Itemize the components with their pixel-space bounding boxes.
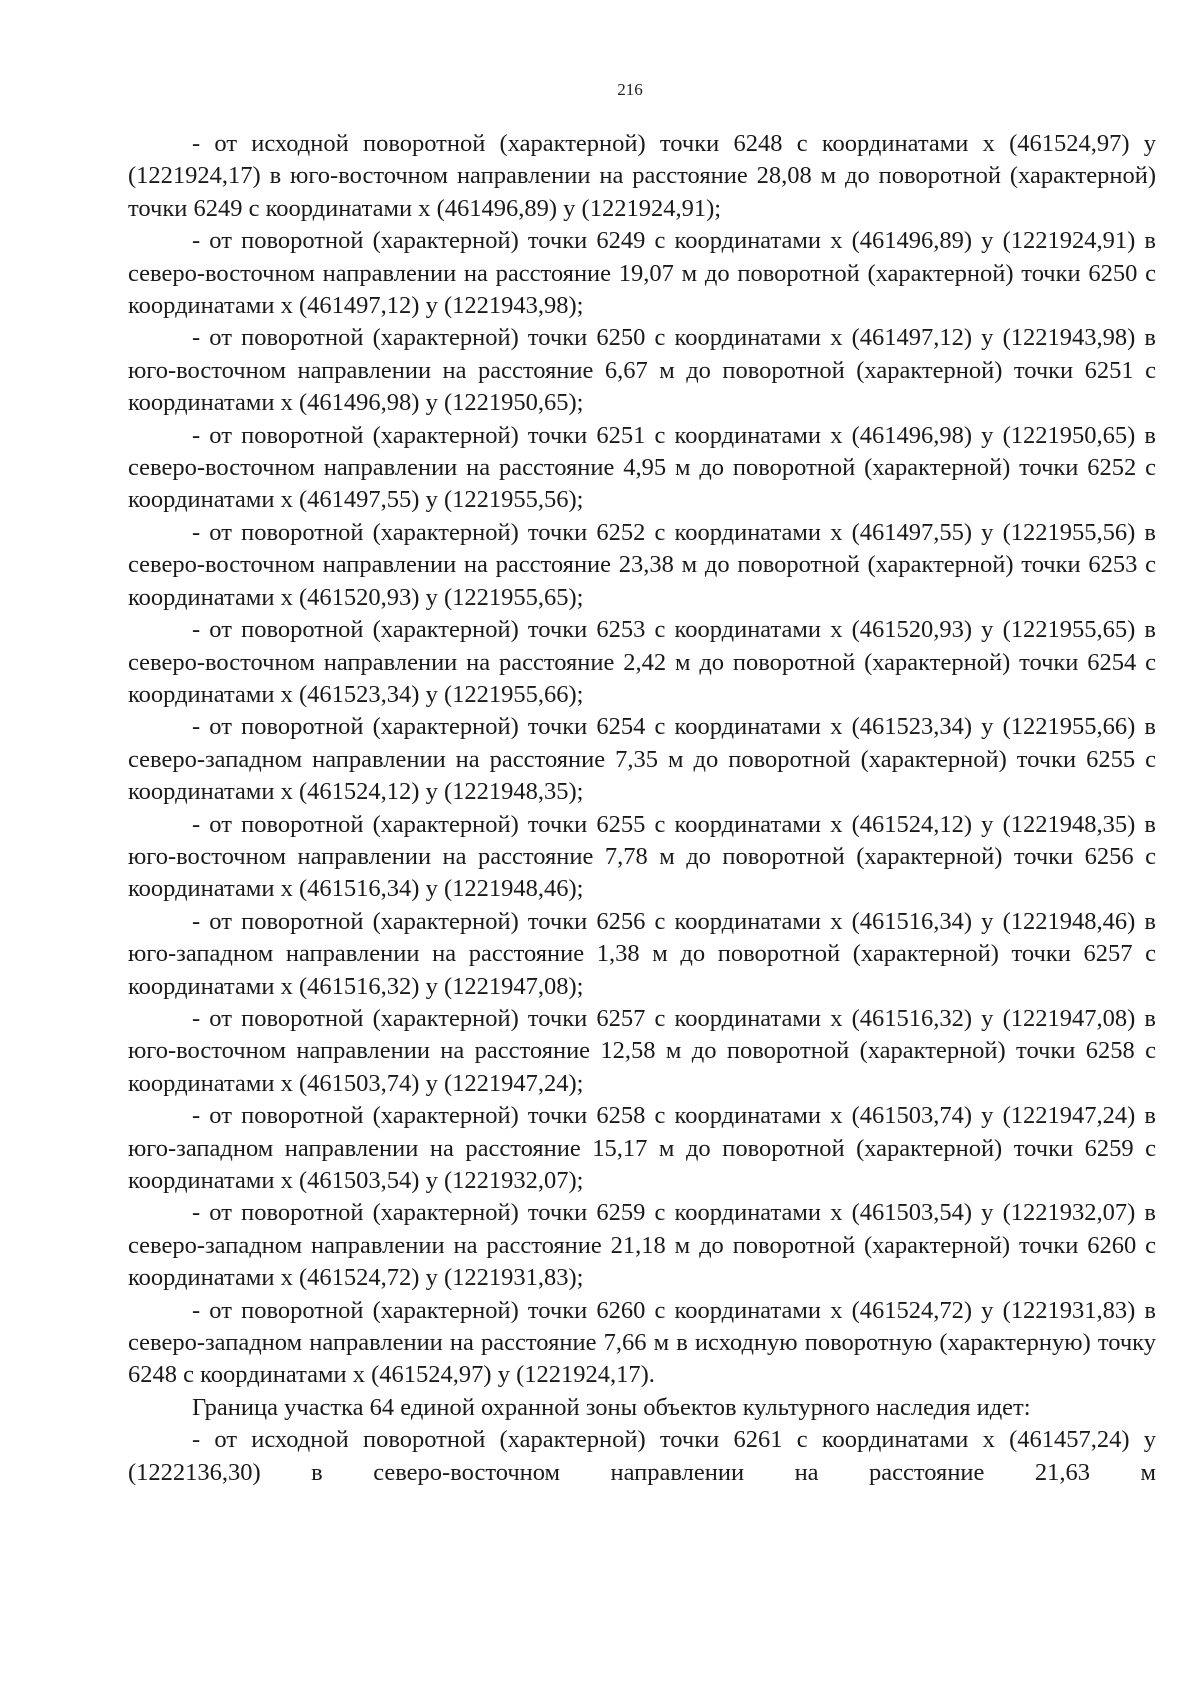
paragraph-6250-6251: - от поворотной (характерной) точки 6250 с координатами х (461497,12) у (1221943,98) в юго-восточном направлении на расстояние 6,67 м до поворотной (характерной) точки 6251 с координатами х (461496,98) у (1221950,65); xyxy=(128,324,1156,417)
section-heading-plot-64: Граница участка 64 единой охранной зоны объектов культурного наследия идет: xyxy=(192,1393,1031,1421)
page-number: 216 xyxy=(617,80,643,99)
paragraph-6252-6253: - от поворотной (характерной) точки 6252 с координатами х (461497,55) у (1221955,56) в северо-восточном направлении на расстояние 23,38 м до поворотной (характерной) точки 6253 с координатами х (461520,93) у (1221955,65); xyxy=(128,518,1156,611)
paragraph-6255-6256: - от поворотной (характерной) точки 6255 с координатами х (461524,12) у (1221948,35) в юго-восточном направлении на расстояние 7,78 м до поворотной (характерной) точки 6256 с координатами х (461516,34) у (1221948,46); xyxy=(128,810,1156,903)
paragraph-6256-6257: - от поворотной (характерной) точки 6256 с координатами х (461516,34) у (1221948,46) в юго-западном направлении на расстояние 1,38 м до поворотной (характерной) точки 6257 с координатами х (461516,32) у (1221947,08); xyxy=(128,907,1156,1000)
paragraph-6251-6252: - от поворотной (характерной) точки 6251 с координатами х (461496,98) у (1221950,65) в северо-восточном направлении на расстояние 4,95 м до поворотной (характерной) точки 6252 с координатами х (461497,55) у (1221955,56); xyxy=(128,421,1156,514)
document-body xyxy=(128,128,1156,1489)
paragraph-6249-6250: - от поворотной (характерной) точки 6249 с координатами х (461496,89) у (1221924,91) в северо-восточном направлении на расстояние 19,07 м до поворотной (характерной) точки 6250 с координатами х (461497,12) у (1221943,98); xyxy=(128,227,1156,320)
paragraph-6261-start: - от исходной поворотной (характерной) точки 6261 с координатами х (461457,24) у (1222136,30) в северо-восточном направлении на расстояние 21,63 м xyxy=(128,1426,1156,1486)
paragraph-6254-6255: - от поворотной (характерной) точки 6254 с координатами х (461523,34) у (1221955,66) в северо-западном направлении на расстояние 7,35 м до поворотной (характерной) точки 6255 с координатами х (461524,12) у (1221948,35); xyxy=(128,713,1156,806)
paragraph-6257-6258: - от поворотной (характерной) точки 6257 с координатами х (461516,32) у (1221947,08) в юго-восточном направлении на расстояние 12,58 м до поворотной (характерной) точки 6258 с координатами х (461503,74) у (1221947,24); xyxy=(128,1004,1156,1097)
paragraph-6259-6260: - от поворотной (характерной) точки 6259 с координатами х (461503,54) у (1221932,07) в северо-западном направлении на расстояние 21,18 м до поворотной (характерной) точки 6260 с координатами х (461524,72) у (1221931,83); xyxy=(128,1199,1156,1292)
paragraph-6258-6259: - от поворотной (характерной) точки 6258 с координатами х (461503,74) у (1221947,24) в юго-западном направлении на расстояние 15,17 м до поворотной (характерной) точки 6259 с координатами х (461503,54) у (1221932,07); xyxy=(128,1102,1156,1194)
paragraph-6253-6254: - от поворотной (характерной) точки 6253 с координатами х (461520,93) у (1221955,65) в северо-восточном направлении на расстояние 2,42 м до поворотной (характерной) точки 6254 с координатами х (461523,34) у (1221955,66); xyxy=(128,616,1156,708)
paragraph-6260-6248: - от поворотной (характерной) точки 6260 с координатами х (461524,72) у (1221931,83) в северо-западном направлении на расстояние 7,66 м в исходную поворотную (характерную) точку 6248 с координатами х (461524,97) у (1221924,17). xyxy=(128,1296,1156,1389)
paragraph-6248-6249: - от исходной поворотной (характерной) точки 6248 с координатами х (461524,97) у (1221924,17) в юго-восточном направлении на расстояние 28,08 м до поворотной (характерной) точки 6249 с координатами х (461496,89) у (1221924,91); xyxy=(128,130,1156,222)
